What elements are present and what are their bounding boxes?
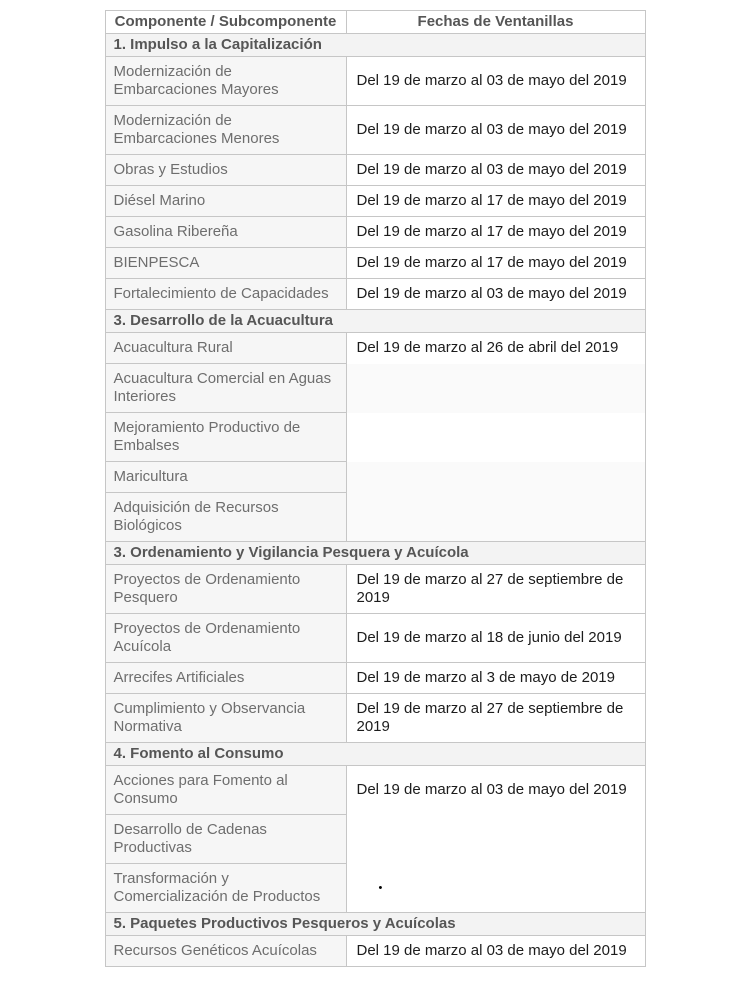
component-cell: Adquisición de Recursos Biológicos [105,493,346,542]
dates-cell: Del 19 de marzo al 17 de mayo del 2019 [346,217,645,248]
component-cell: Gasolina Ribereña [105,217,346,248]
component-cell: Modernización de Embarcaciones Menores [105,106,346,155]
table-row [105,57,645,106]
ventanillas-schedule-table [105,10,646,967]
component-cell: Desarrollo de Cadenas Productivas [105,815,346,864]
component-cell: Acuacultura Comercial en Aguas Interiores [105,364,346,413]
section-row [105,913,645,936]
section-row [105,743,645,766]
table-row [105,493,645,542]
section-row [105,310,645,333]
component-cell: Acuacultura Rural [105,333,346,364]
dates-cell-empty [346,364,645,413]
dates-cell: Del 19 de marzo al 18 de junio del 2019 [346,614,645,663]
dates-cell: Del 19 de marzo al 17 de mayo del 2019 [346,186,645,217]
component-cell: Obras y Estudios [105,155,346,186]
dates-cell: Del 19 de marzo al 03 de mayo del 2019 [346,106,645,155]
section-title: 1. Impulso a la Capitalización [105,34,645,57]
component-cell: Proyectos de Ordenamiento Acuícola [105,614,346,663]
table-row [105,766,645,815]
table-row [105,248,645,279]
header-row [105,11,645,34]
component-cell: Maricultura [105,462,346,493]
table-row [105,462,645,493]
dates-cell-dot: • [346,864,645,913]
dates-cell: Del 19 de marzo al 03 de mayo del 2019 [346,936,645,967]
component-cell: Diésel Marino [105,186,346,217]
component-cell: Transformación y Comercialización de Productos [105,864,346,913]
component-cell: Mejoramiento Productivo de Embalses [105,413,346,462]
table-row [105,106,645,155]
component-cell: Arrecifes Artificiales [105,663,346,694]
dates-cell: Del 19 de marzo al 27 de septiembre de 2019 [346,694,645,743]
section-title: 5. Paquetes Productivos Pesqueros y Acuícolas [105,913,645,936]
section-row [105,542,645,565]
dates-cell: Del 19 de marzo al 27 de septiembre de 2019 [346,565,645,614]
table-row [105,614,645,663]
table-row [105,936,645,967]
dates-cell: Del 19 de marzo al 03 de mayo del 2019 [346,279,645,310]
table-row [105,864,645,913]
component-cell: Recursos Genéticos Acuícolas [105,936,346,967]
component-cell: BIENPESCA [105,248,346,279]
dates-cell: Del 19 de marzo al 03 de mayo del 2019 [346,155,645,186]
section-row [105,34,645,57]
header-dates: Fechas de Ventanillas [346,11,645,34]
section-title: 4. Fomento al Consumo [105,743,645,766]
dates-cell: Del 19 de marzo al 26 de abril del 2019 [346,333,645,364]
dates-cell: Del 19 de marzo al 03 de mayo del 2019 [346,57,645,106]
dates-cell-empty [346,815,645,864]
table-row [105,186,645,217]
section-title: 3. Desarrollo de la Acuacultura [105,310,645,333]
header-component: Componente / Subcomponente [105,11,346,34]
table-body [105,34,645,967]
dates-cell: Del 19 de marzo al 17 de mayo del 2019 [346,248,645,279]
table-row [105,217,645,248]
component-cell: Proyectos de Ordenamiento Pesquero [105,565,346,614]
component-cell: Fortalecimiento de Capacidades [105,279,346,310]
table-row [105,364,645,413]
dates-cell-empty [346,462,645,493]
dates-cell-empty [346,493,645,542]
table-row [105,815,645,864]
table-header [105,11,645,34]
component-cell: Acciones para Fomento al Consumo [105,766,346,815]
dates-cell-empty [346,413,645,462]
section-title: 3. Ordenamiento y Vigilancia Pesquera y Acuícola [105,542,645,565]
component-cell: Cumplimiento y Observancia Normativa [105,694,346,743]
table-row [105,694,645,743]
table-row [105,565,645,614]
table-row [105,155,645,186]
table-row [105,413,645,462]
table-row [105,663,645,694]
dates-cell: Del 19 de marzo al 3 de mayo de 2019 [346,663,645,694]
component-cell: Modernización de Embarcaciones Mayores [105,57,346,106]
table-row [105,333,645,364]
dates-cell: Del 19 de marzo al 03 de mayo del 2019 [346,766,645,815]
table-row [105,279,645,310]
